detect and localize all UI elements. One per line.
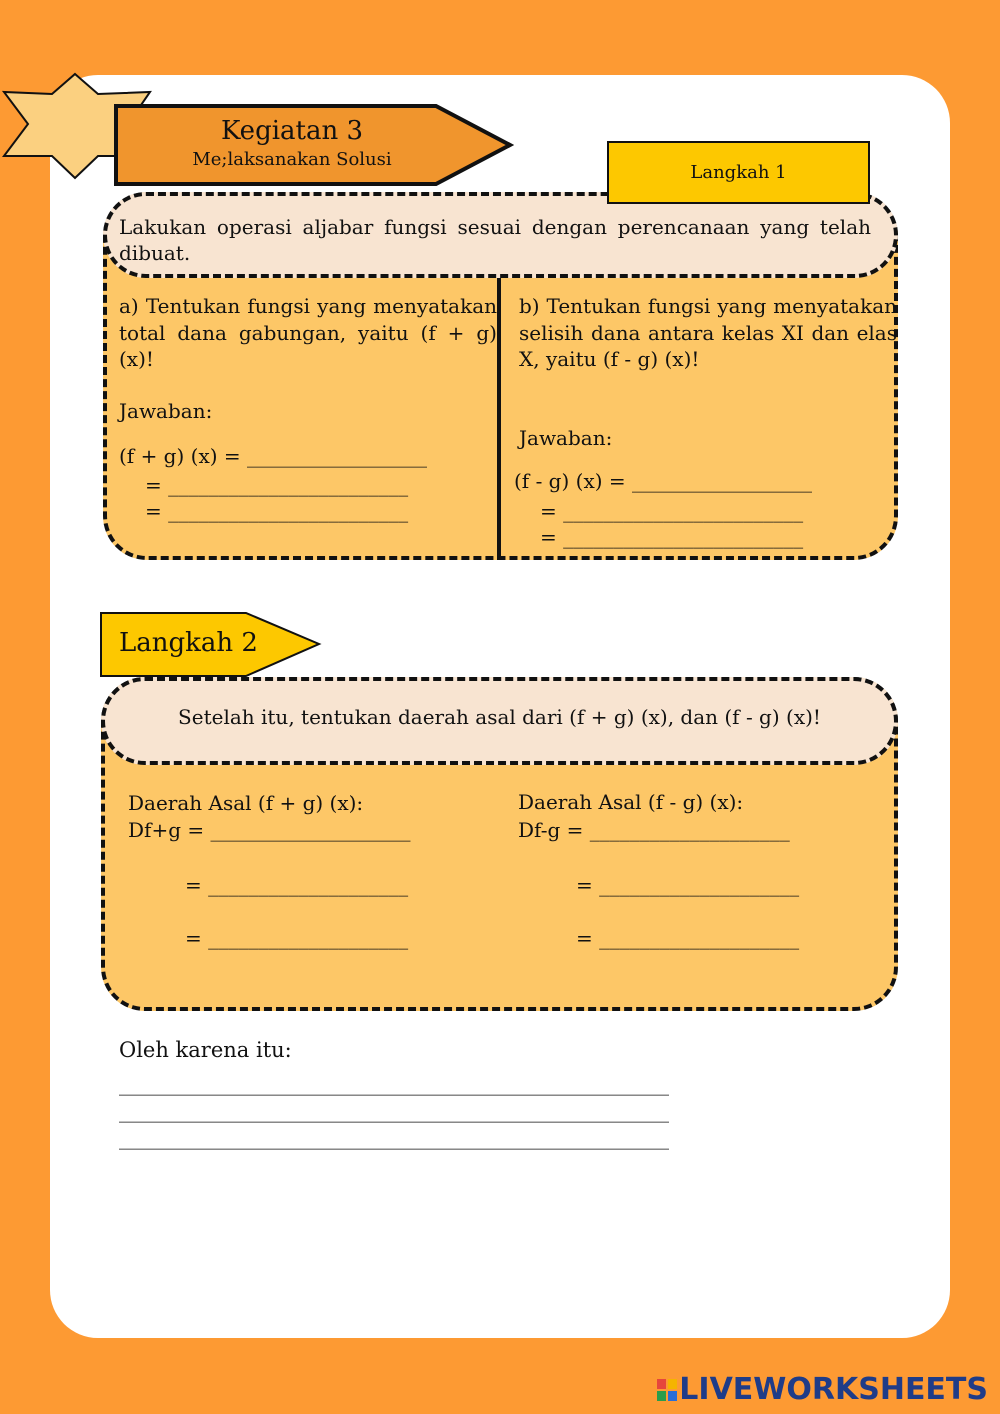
- conclusion-line-3[interactable]: _______________________________________________________: [119, 1126, 669, 1150]
- domain-fg-diff-line-2[interactable]: = ____________________: [576, 873, 800, 897]
- step1-divider: [497, 278, 501, 560]
- domain-fg-diff-line-3[interactable]: = ____________________: [576, 926, 800, 950]
- domain-fg-sum-line-3[interactable]: = ____________________: [185, 926, 409, 950]
- kegiatan-subtitle: Me;laksanakan Solusi: [192, 149, 392, 170]
- answer-a-line-3[interactable]: = ________________________: [145, 499, 409, 523]
- liveworksheets-mark-icon: [657, 1379, 677, 1401]
- liveworksheets-logo: [657, 1372, 988, 1407]
- step1-instruction: Lakukan operasi aljabar fungsi sesuai dengan perencanaan yang telah dibuat.: [119, 215, 871, 265]
- domain-fg-diff-line-1[interactable]: Df-g = ____________________: [518, 818, 790, 842]
- question-b: b) Tentukan fungsi yang menyatakan selisih dana antara kelas XI dan elas X, yaitu (f - g) (x)!: [519, 294, 897, 371]
- liveworksheets-text: LIVEWORKSHEETS: [679, 1372, 988, 1407]
- conclusion-line-1[interactable]: _______________________________________________________: [119, 1072, 669, 1096]
- answer-b-line-2[interactable]: = ________________________: [540, 499, 804, 523]
- step2-label: Langkah 2: [119, 628, 258, 658]
- question-a: a) Tentukan fungsi yang menyatakan total dana gabungan, yaitu (f + g) (x)!: [119, 294, 497, 371]
- kegiatan-title: Kegiatan 3: [220, 116, 364, 146]
- domain-fg-diff-title: Daerah Asal (f - g) (x):: [518, 790, 744, 814]
- domain-fg-sum-line-1[interactable]: Df+g = ____________________: [128, 818, 411, 842]
- domain-fg-sum-line-2[interactable]: = ____________________: [185, 873, 409, 897]
- step2-instruction: Setelah itu, tentukan daerah asal dari (f + g) (x), dan (f - g) (x)!: [178, 705, 821, 729]
- conclusion-line-2[interactable]: _______________________________________________________: [119, 1099, 669, 1123]
- answer-a-line-2[interactable]: = ________________________: [145, 473, 409, 497]
- answer-a-line-1[interactable]: (f + g) (x) = __________________: [119, 444, 427, 468]
- step1-label: Langkah 1: [607, 141, 870, 204]
- answer-b-label: Jawaban:: [519, 426, 613, 450]
- answer-a-label: Jawaban:: [119, 399, 213, 423]
- conclusion-label: Oleh karena itu:: [119, 1038, 292, 1062]
- domain-fg-sum-title: Daerah Asal (f + g) (x):: [128, 791, 364, 815]
- answer-b-line-1[interactable]: (f - g) (x) = __________________: [514, 469, 812, 493]
- answer-b-line-3[interactable]: = ________________________: [540, 525, 804, 549]
